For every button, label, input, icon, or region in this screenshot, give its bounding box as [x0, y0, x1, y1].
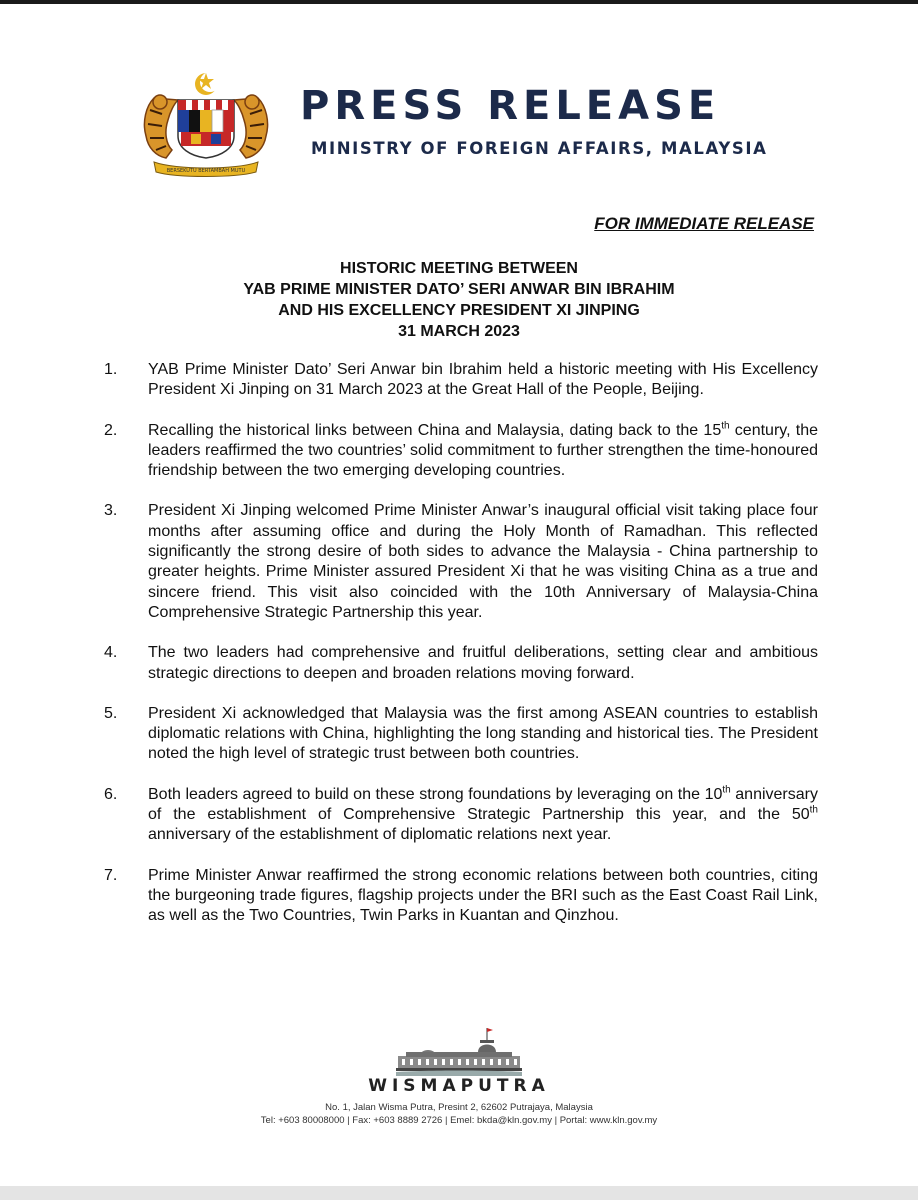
paragraph-text-part: Recalling the historical links between China and Malaysia, dating back to the 15 [148, 421, 722, 439]
paragraph [104, 866, 818, 927]
paragraph [104, 360, 818, 401]
paragraph [104, 421, 818, 482]
footer-contact: Tel: +603 80008000 | Fax: +603 8889 2726 | Emel: bkda@kln.gov.my | Portal: www.kln.gov.my [260, 1115, 658, 1126]
paragraph-text: The two leaders had comprehensive and fruitful deliberations, setting clear and ambitious strategic directions to deepen and broaden relations moving forward. [148, 644, 818, 682]
paragraph-number: 4. [104, 644, 118, 662]
paragraph [104, 643, 818, 684]
wisma-putra-name: WISMAPUTRA [368, 1076, 550, 1096]
top-border [0, 0, 918, 4]
paragraph-text [148, 785, 818, 846]
headline-line-2: YAB PRIME MINISTER DATO’ SERI ANWAR BIN IBRAHIM [243, 281, 675, 298]
bottom-shade [0, 1186, 918, 1200]
press-release-title: PRESS RELEASE [300, 83, 721, 129]
headline-line-3: AND HIS EXCELLENCY PRESIDENT XI JINPING [278, 302, 640, 319]
paragraph-text: Prime Minister Anwar reaffirmed the strong economic relations between both countries, citing the burgeoning trade figures, flagship projects under the BRI such as the East Coast Rail Link, as well as the Two Countries, Twin Parks in Kuantan and Qinzhou. [148, 866, 818, 925]
paragraph-text: President Xi acknowledged that Malaysia was the first among ASEAN countries to establish diplomatic relations with China, highlighting the long standing and historical ties. The President noted the high level of strategic trust between both countries. [148, 704, 818, 763]
paragraph-list [104, 360, 818, 947]
paragraph-text-part: anniversary of the establishment of Comprehensive Strategic Partnership this year, and the 50 [148, 785, 818, 824]
paragraph-number: 1. [104, 361, 118, 378]
ordinal-suffix: th [722, 784, 731, 796]
svg-text:BERSEKUTU BERTAMBAH MUTU: BERSEKUTU BERTAMBAH MUTU [166, 168, 246, 174]
ordinal-suffix: th [809, 804, 818, 816]
paragraph-number: 5. [104, 704, 118, 722]
paragraph [104, 704, 818, 765]
headline-date: 31 MARCH 2023 [398, 323, 520, 340]
paragraph-number: 2. [104, 421, 118, 439]
paragraph-text-part: anniversary of the establishment of diplomatic relations next year. [148, 826, 612, 844]
paragraph-number: 6. [104, 785, 118, 803]
footer-address: No. 1, Jalan Wisma Putra, Presint 2, 62602 Putrajaya, Malaysia [325, 1102, 593, 1113]
paragraph-text: YAB Prime Minister Dato’ Seri Anwar bin Ibrahim held a historic meeting with His Excellency President Xi Jinping on 31 March 2023 at the Great Hall of the People, Beijing. [148, 361, 818, 399]
paragraph [104, 501, 818, 623]
headline [0, 258, 918, 342]
wisma-putra-building-icon [396, 1026, 522, 1076]
headline-line-1: HISTORIC MEETING BETWEEN [340, 260, 578, 277]
release-tag: FOR IMMEDIATE RELEASE [594, 214, 814, 233]
paragraph [104, 785, 818, 846]
paragraph-number: 3. [104, 502, 118, 520]
paragraph-text-part: Both leaders agreed to build on these strong foundations by leveraging on the 10 [148, 785, 723, 803]
paragraph-text: President Xi Jinping welcomed Prime Minister Anwar’s inaugural official visit taking place four months after assuming office and during the Holy Month of Ramadhan. This reflected significantly the strong desire of both sides to advance the Malaysia - China partnership to greater heights. Prime Minister assured President Xi that he was visiting China as a true and sincere friend. This visit also coincided with the 10th Anniversary of Malaysia-China Comprehensive Strategic Partnership this year. [148, 502, 818, 621]
ordinal-suffix: th [721, 420, 730, 432]
paragraph-text-part: century, the leaders reaffirmed the two countries’ solid commitment to further strengthen the time-honoured friendship between the two emerging developing countries. [148, 421, 818, 480]
paragraph-text [148, 421, 818, 482]
paragraph-number: 7. [104, 866, 118, 884]
ministry-name: MINISTRY OF FOREIGN AFFAIRS, MALAYSIA [311, 139, 768, 158]
malaysia-coat-of-arms-icon [136, 70, 276, 178]
